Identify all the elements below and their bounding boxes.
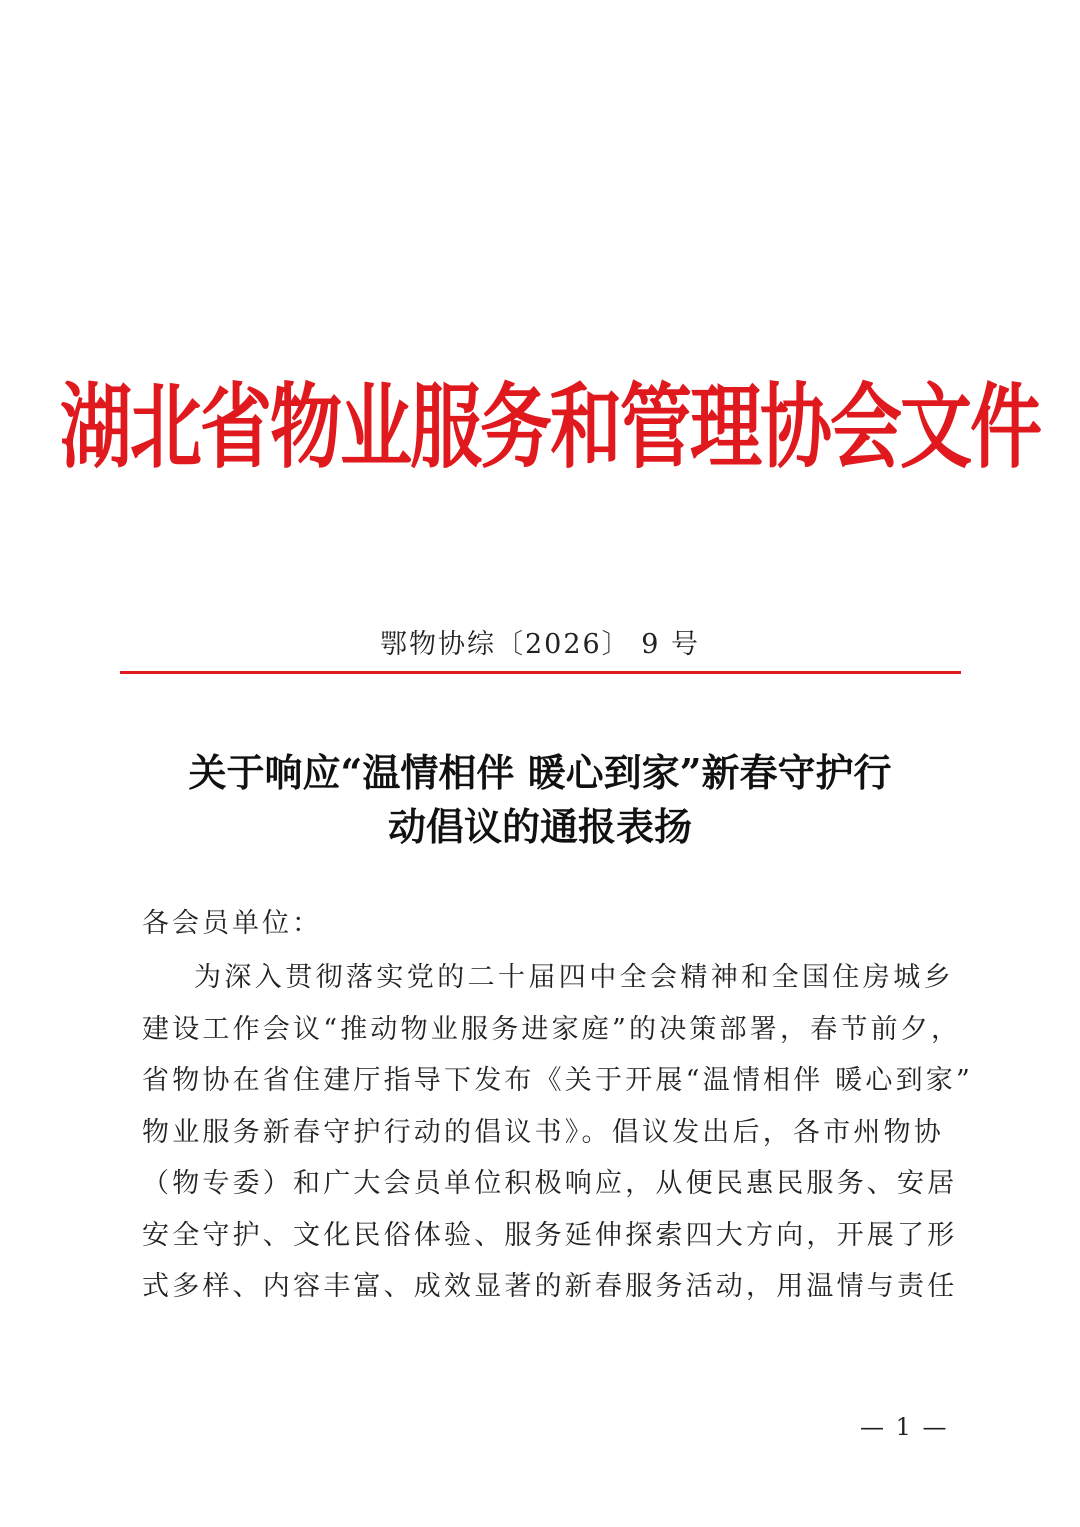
red-separator-line — [120, 671, 961, 674]
body-line: 省物协在省住建厅指导下发布《关于开展“温情相伴 暖心到家” — [142, 1065, 973, 1096]
document-title-line-1: 关于响应“温情相伴 暖心到家”新春守护行 — [188, 750, 892, 795]
body-line: 安全守护、文化民俗体验、服务延伸探索四大方向，开展了形 — [142, 1219, 958, 1251]
body-line: 物业服务新春守护行动的倡议书》。倡议发出后，各市州物协 — [142, 1116, 944, 1148]
body-paragraph — [142, 952, 973, 1313]
page-number: — 1 — — [860, 1413, 949, 1441]
org-header-title: 湖北省物业服务和管理协会文件 — [60, 373, 1041, 481]
salutation: 各会员单位： — [142, 908, 322, 939]
document-number: 鄂物协综〔2026〕 9 号 — [379, 629, 701, 660]
body-line: （物专委）和广大会员单位积极响应，从便民惠民服务、安居 — [142, 1168, 958, 1199]
body-line: 建设工作会议“推动物业服务进家庭”的决策部署，春节前夕， — [142, 1013, 962, 1045]
document-title — [120, 746, 960, 854]
body-line: 为深入贯彻落实党的二十届四中全会精神和全国住房城乡 — [194, 962, 954, 993]
body-line: 式多样、内容丰富、成效显著的新春服务活动，用温情与责任 — [142, 1271, 958, 1302]
document-title-line-2: 动倡议的通报表扬 — [387, 804, 692, 849]
